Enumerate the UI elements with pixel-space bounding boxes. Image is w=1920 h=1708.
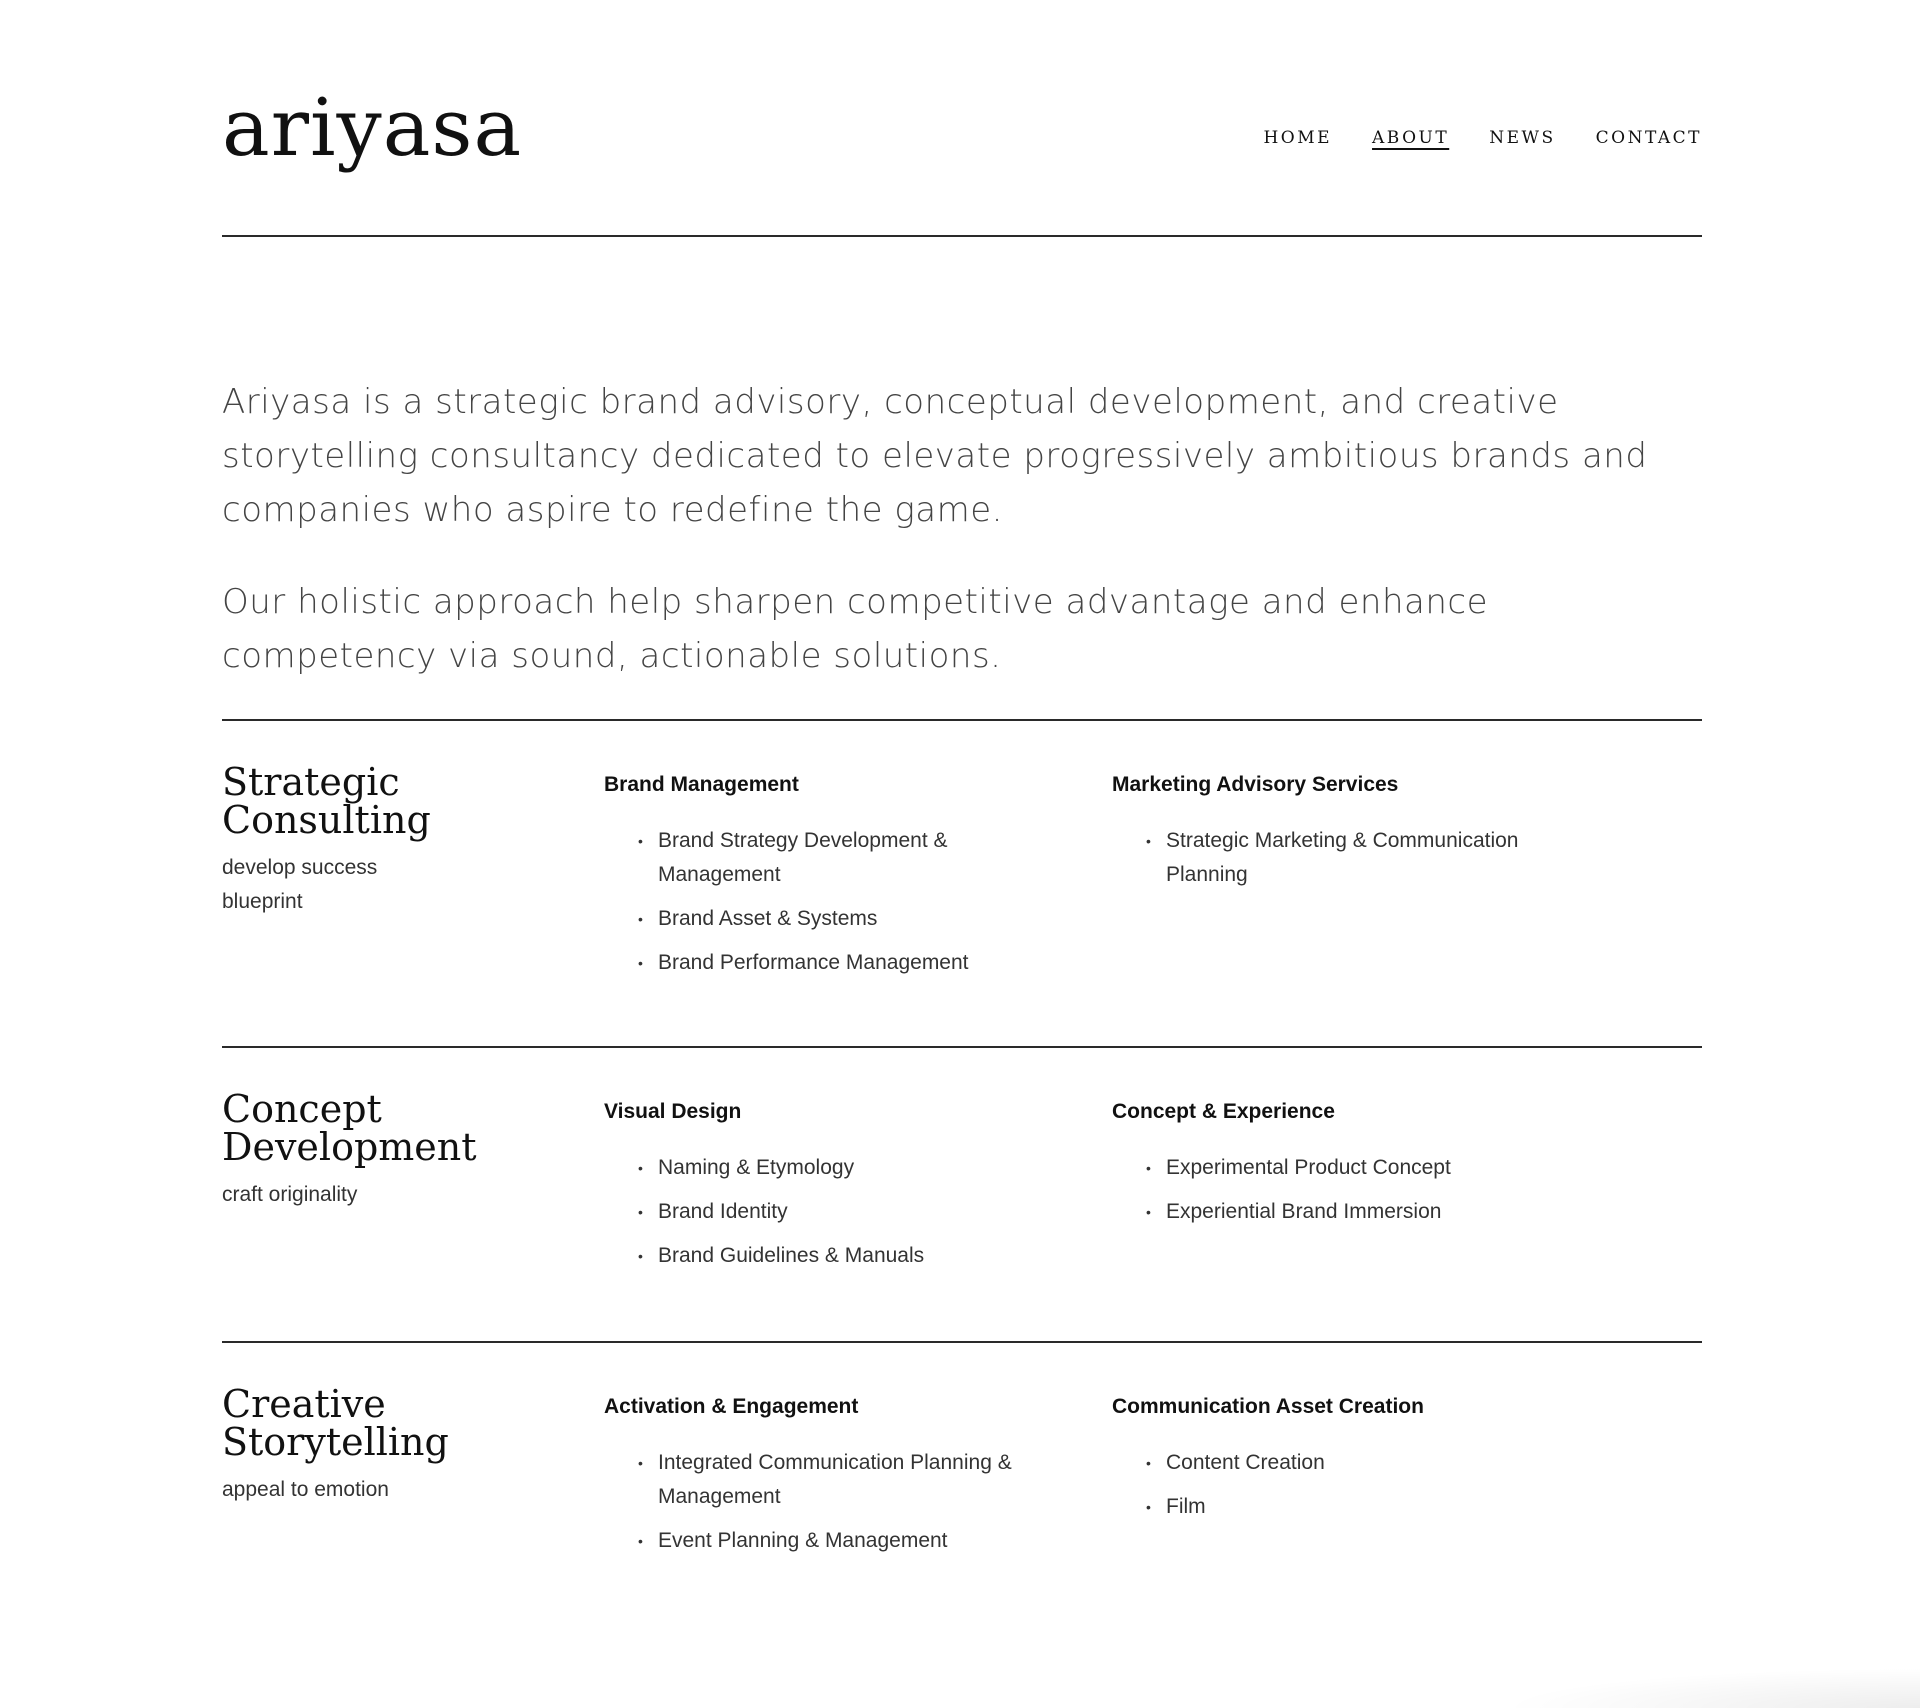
service-column-heading: Brand Management [604,773,799,796]
service-list [1112,824,1592,892]
intro-section [222,237,1702,721]
service-list-item: • Integrated Communication Planning & Management [658,1446,1028,1514]
service-column-heading: Communication Asset Creation [1112,1395,1424,1418]
nav-home[interactable]: HOME [1263,128,1333,148]
site-logo[interactable]: ariyasa [222,81,523,174]
service-list-item: • Naming & Etymology [658,1151,1028,1185]
service-column-heading: Visual Design [604,1100,742,1123]
service-column-marketing-advisory [1112,721,1592,1046]
main-nav [1263,128,1702,148]
service-list-item: • Experiential Brand Immersion [1166,1195,1536,1229]
section-title-line-2: Consulting [222,798,431,842]
nav-news[interactable]: NEWS [1489,128,1556,148]
intro-paragraph-1: Ariyasa is a strategic brand advisory, conceptual development, and creative storytelling consultancy dedicated to elevate progressively ambitious brands and companies who aspire to redefine the game. [222,382,1648,530]
service-list [1112,1446,1592,1524]
service-column-brand-management [604,721,1112,1046]
nav-contact[interactable]: CONTACT [1595,128,1702,148]
section-title [222,760,604,842]
service-list-item: • Brand Identity [658,1195,1028,1229]
service-list [604,1151,1112,1273]
service-column-visual-design [604,1048,1112,1341]
section-title-line-1: Strategic [222,760,400,804]
service-section-creative-storytelling [222,1343,1702,1623]
service-column-heading: Marketing Advisory Services [1112,773,1399,796]
section-tagline: craft originality [222,1183,358,1206]
section-title-line-2: Development [222,1125,477,1169]
corner-shadow [1500,1668,1920,1708]
service-list-item: • Brand Performance Management [658,946,1028,980]
service-column-concept-experience [1112,1048,1592,1341]
section-title [222,1087,604,1169]
service-list [1112,1151,1592,1229]
service-list [604,824,1112,980]
service-list-item: • Experimental Product Concept [1166,1151,1536,1185]
service-list-item: • Brand Asset & Systems [658,902,1028,936]
section-title [222,1382,604,1464]
intro-paragraph-2: Our holistic approach help sharpen competitive advantage and enhance competency via sound, actionable solutions. [222,582,1489,676]
nav-about[interactable]: ABOUT [1372,128,1450,148]
section-title-block [222,721,604,1046]
section-title-line-2: Storytelling [222,1420,449,1464]
section-title-block [222,1343,604,1623]
service-section-concept-development [222,1048,1702,1343]
service-column-heading: Concept & Experience [1112,1100,1335,1123]
service-list [604,1446,1112,1558]
section-tagline: appeal to emotion [222,1478,389,1501]
service-section-strategic-consulting [222,721,1702,1048]
service-list-item: • Brand Strategy Development & Management [658,824,1028,892]
page [222,0,1702,1623]
service-list-item: • Film [1166,1490,1536,1524]
service-column-heading: Activation & Engagement [604,1395,859,1418]
service-list-item: • Event Planning & Management [658,1524,1028,1558]
section-title-block [222,1048,604,1341]
section-title-line-1: Concept [222,1087,382,1131]
section-title-line-1: Creative [222,1382,386,1426]
site-header [222,0,1702,237]
service-column-activation-engagement [604,1343,1112,1623]
service-column-communication-asset [1112,1343,1592,1623]
service-list-item: • Brand Guidelines & Manuals [658,1239,1028,1273]
service-list-item: • Content Creation [1166,1446,1536,1480]
service-list-item: • Strategic Marketing & Communication Planning [1166,824,1536,892]
section-tagline: develop success blueprint [222,856,378,913]
